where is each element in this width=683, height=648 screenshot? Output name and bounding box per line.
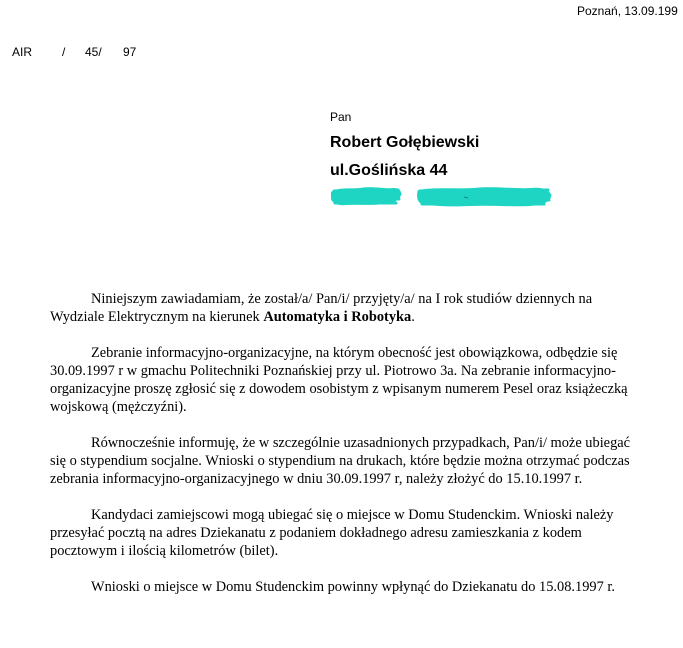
redaction-mark xyxy=(328,183,404,209)
admission-end: . xyxy=(411,309,415,325)
paragraph-scholarship: Równocześnie informuję, że w szczególnie uzasadnionych przypadkach, Pan/i/ może ubiegać się o stypendium socjalne. Wnioski o stypendium na drukach, które będzie można otrzymać podczas zebrania informacyjno-organizacyjnego w dniu 30.09.1997 r, należy złożyć do 15.10.1997 r. xyxy=(50,435,631,487)
paragraph-admission xyxy=(50,290,640,326)
recipient-name: Robert Gołębiewski xyxy=(330,134,480,151)
place-date: Poznań, 13.09.199 xyxy=(577,4,678,18)
reference-year: 97 xyxy=(123,45,137,59)
paragraph-meeting: Zebranie informacyjno-organizacyjne, na którym obecność jest obowiązkowa, odbędzie się 30.09.1997 r w gmachu Politechniki Poznańskiej przy ul. Piotrowo 3a. Na zebranie informacyjno-organizacyjne proszę zgłosić się z dowodem osobistym z wpisanym numerem Pesel oraz książeczką wojskową (mężczyźni). xyxy=(50,345,628,415)
letter-body xyxy=(50,290,640,614)
admission-text: Niniejszym zawiadamiam, że został/a/ Pan/i/ przyjęty/a/ na I rok studiów dziennych na Wydziale Elektrycznym na kierunek xyxy=(50,291,593,325)
recipient-salutation: Pan xyxy=(330,110,352,124)
field-of-study: Automatyka i Robotyka xyxy=(263,309,412,325)
redaction-mark xyxy=(414,183,554,211)
paragraph-dormitory: Kandydaci zamiejscowi mogą ubiegać się o miejsce w Domu Studenckim. Wnioski należy przesyłać pocztą na adres Dziekanatu z podaniem dokładnego adresu zamieszkania z kodem pocztowym i ilością kilometrów (bilet). xyxy=(50,507,614,559)
reference-separator: / xyxy=(62,45,66,59)
reference-number: 45/ xyxy=(85,45,102,59)
recipient-street: ul.Goślińska 44 xyxy=(330,162,448,179)
reference-prefix: AIR xyxy=(12,45,33,59)
paragraph-deadline: Wnioski o miejsce w Domu Studenckim powinny wpłynąć do Dziekanatu do 15.08.1997 r. xyxy=(91,579,615,595)
